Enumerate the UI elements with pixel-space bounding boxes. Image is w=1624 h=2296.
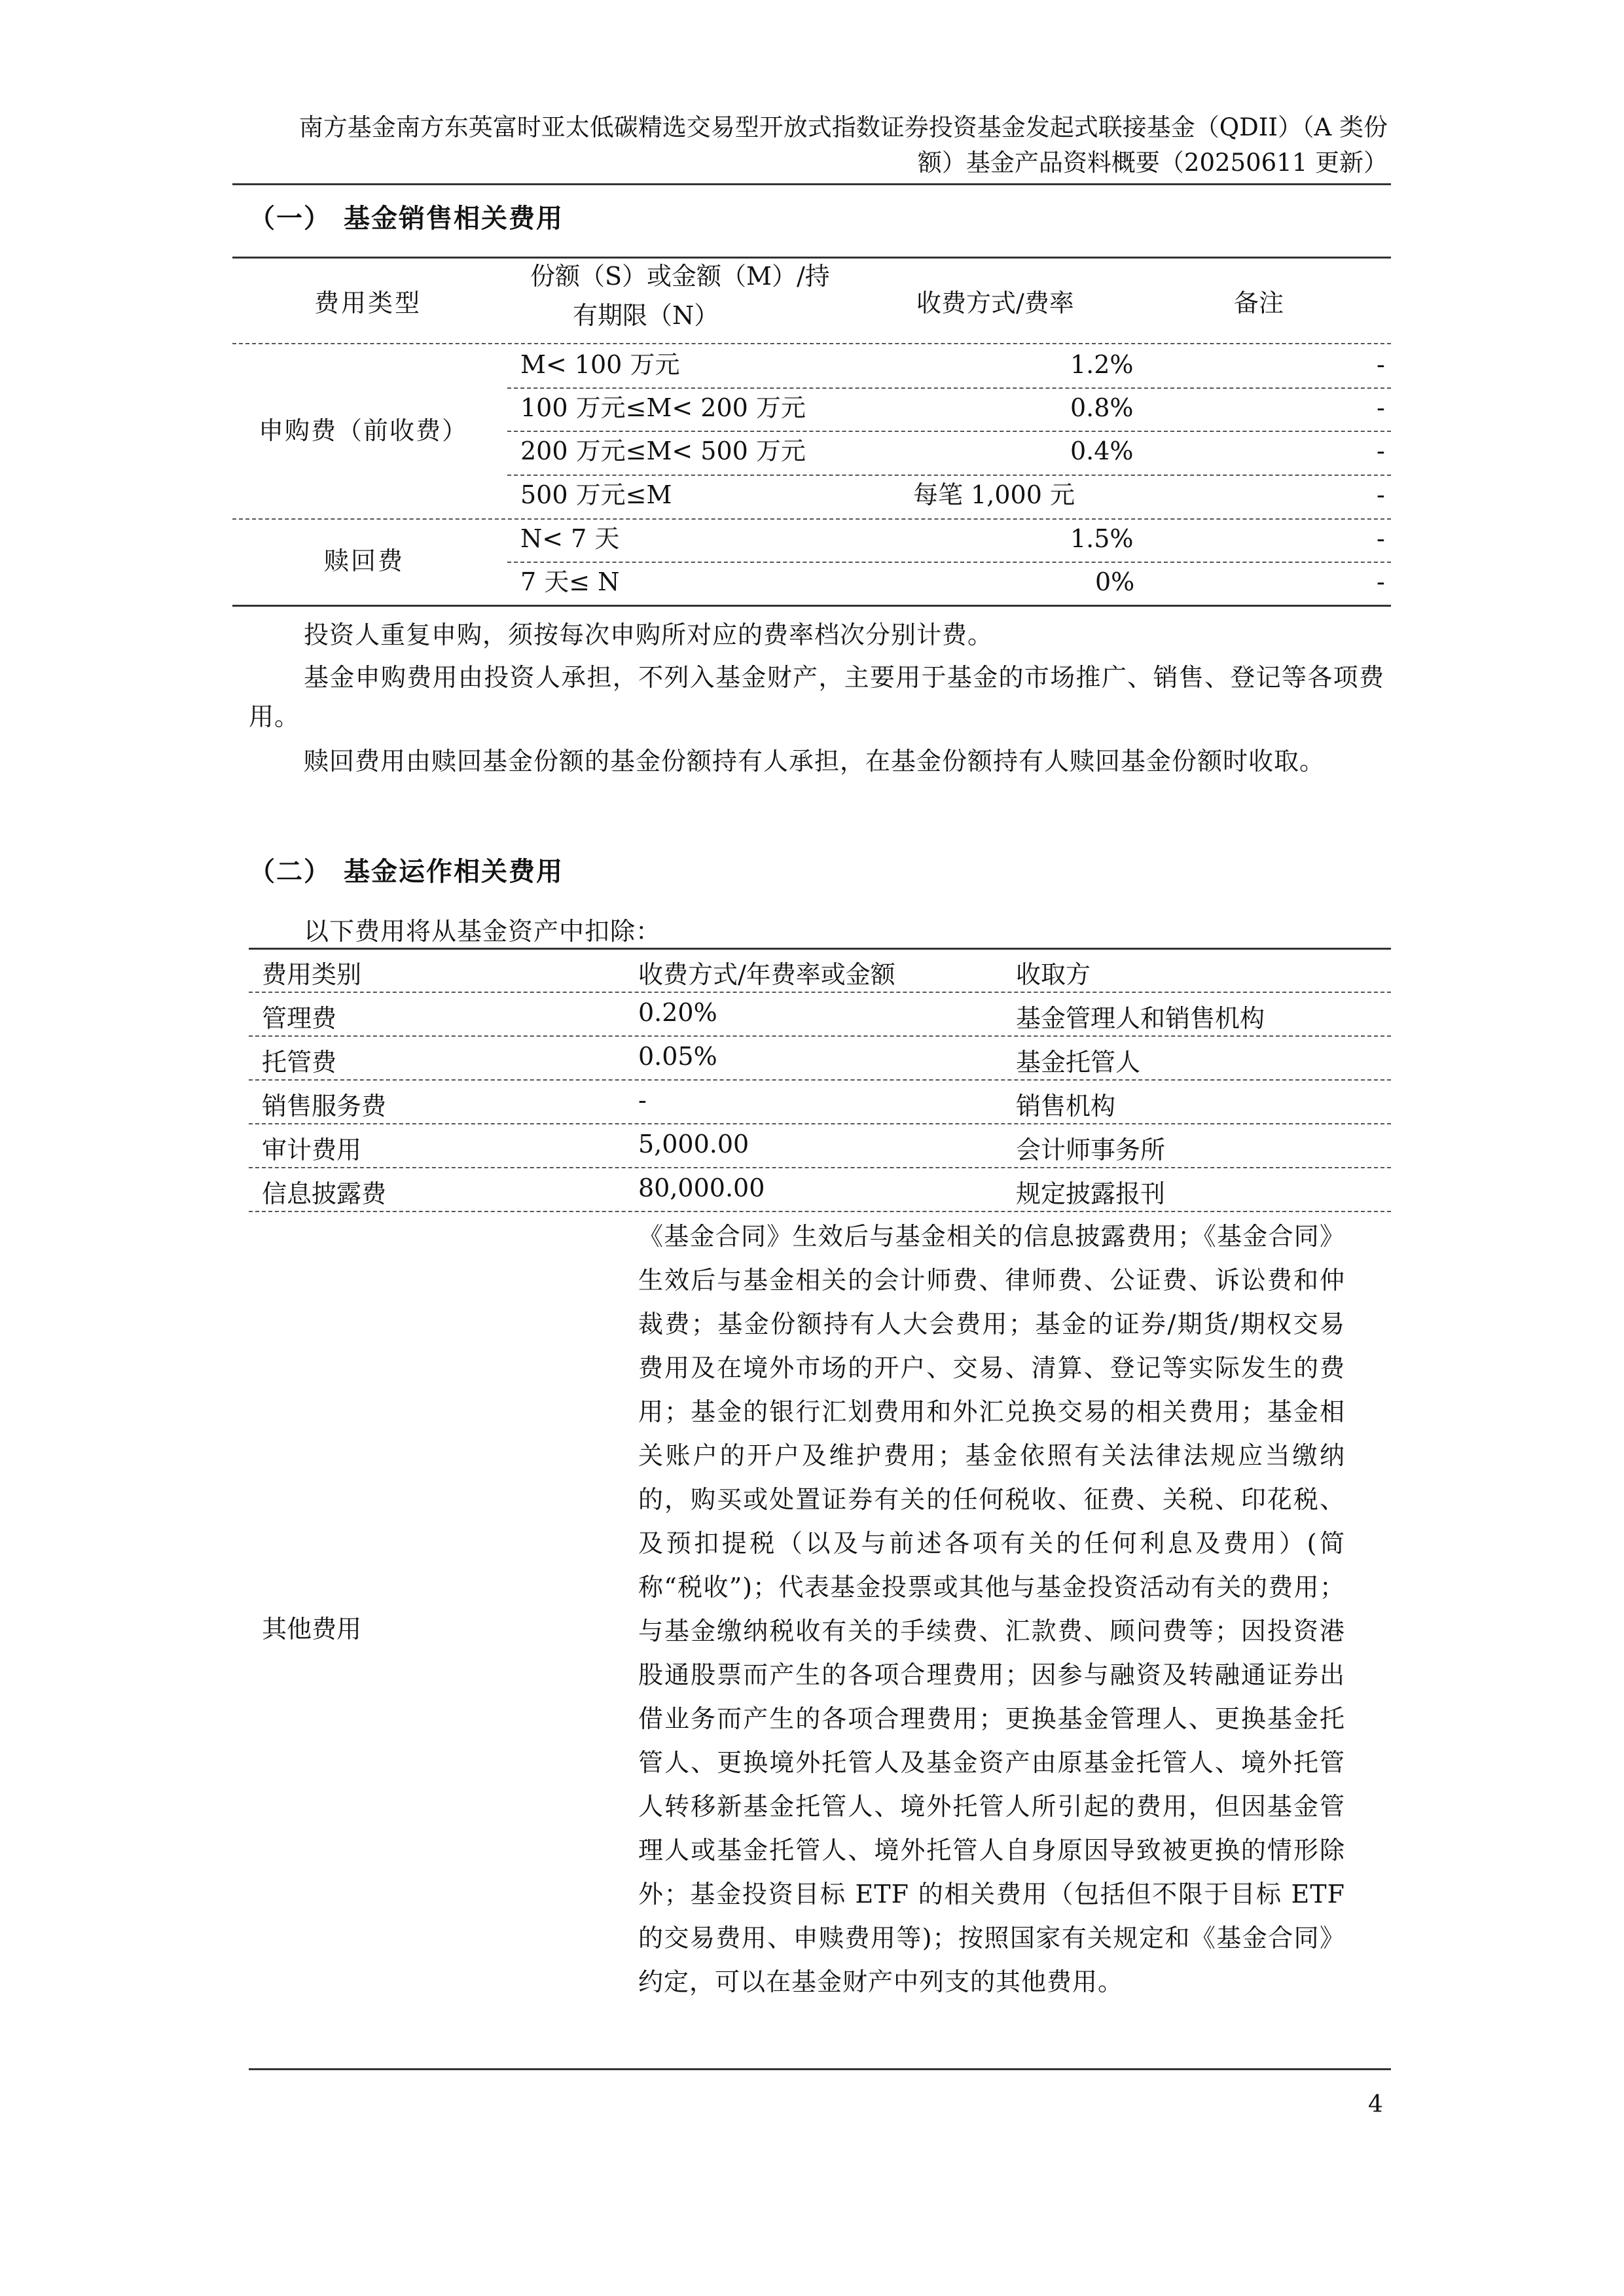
sub-rate-1: 1.2% (1070, 350, 1134, 379)
red-note-2: - (1377, 567, 1385, 596)
col-range-line-2: 有期限（N） (573, 301, 719, 330)
redemption-label: 赎回费 (324, 547, 405, 575)
paragraph-2: 基金申购费用由投资人承担，不列入基金财产，主要用于基金的市场推广、销售、登记等各项费用。 (249, 663, 1384, 731)
sub-range-3: 200 万元≤M< 500 万元 (520, 437, 806, 465)
row-3-payee: 销售机构 (1016, 1092, 1116, 1121)
row-2-type: 托管费 (262, 1048, 337, 1077)
row-other-type: 其他费用 (262, 1615, 362, 1643)
row-2-payee: 基金托管人 (1016, 1048, 1141, 1077)
section-1-number: （一） (249, 204, 331, 234)
paragraph-3: 赎回费用由赎回基金份额的基金份额持有人承担，在基金份额持有人赎回基金份额时收取。 (304, 747, 1326, 776)
sub-note-1: - (1377, 350, 1385, 379)
col-payee: 收取方 (1016, 960, 1091, 989)
paragraph-1: 投资人重复申购，须按每次申购所对应的费率档次分别计费。 (304, 620, 994, 649)
row-1-payee: 基金管理人和销售机构 (1016, 1004, 1265, 1033)
row-1-amount: 0.20% (638, 998, 717, 1027)
row-2-amount: 0.05% (638, 1042, 717, 1071)
col-range-line-1: 份额（S）或金额（M）/持 (530, 262, 830, 291)
section-2-number: （二） (249, 857, 331, 887)
row-3-amount: - (638, 1086, 647, 1115)
page-number: 4 (1368, 2091, 1383, 2118)
sub-range-1: M< 100 万元 (520, 350, 680, 379)
red-rate-2: 0% (1095, 567, 1135, 596)
row-5-payee: 规定披露报刊 (1016, 1179, 1166, 1208)
row-other-description: 《基金合同》生效后与基金相关的信息披露费用；《基金合同》生效后与基金相关的会计师费、律师费、公证费、诉讼费和仲裁费；基金份额持有人大会费用；基金的证券/期货/期权交易费用及在境外市场的开户、交易、清算、登记等实际发生的费用；基金的银行汇划费用和外汇兑换交易的相关费用；基金相关账户的开户及维护费用；基金依照有关法律法规应当缴纳的，购买或处置证券有关的任何税收、征费、关税、印花税、及预扣提税（以及与前述各项有关的任何利息及费用）(简称“税收”)；代表基金投票或其他与基金投资活动有关的费用；与基金缴纳税收有关的手续费、汇款费、顾问费等；因投资港股通股票而产生的各项合理费用；因参与融资及转融通证券出借业务而产生的各项合理费用；更换基金管理人、更换基金托管人、更换境外托管人及基金资产由原基金托管人、境外托管人转移新基金托管人、境外托管人所引起的费用，但因基金管理人或基金托管人、境外托管人自身原因导致被更换的情形除外；基金投资目标 ETF 的相关费用（包括但不限于目标 ETF 的交易费用、申赎费用等)；按照国家有关规定和《基金合同》约定，可以在基金财产中列支的其他费用。 (638, 1222, 1345, 1996)
sub-note-4: - (1377, 480, 1385, 509)
sub-range-2: 100 万元≤M< 200 万元 (520, 393, 806, 422)
col-fee-type: 费用类型 (314, 289, 422, 317)
section-1-heading: 基金销售相关费用 (344, 204, 564, 234)
red-rate-1: 1.5% (1070, 524, 1134, 553)
red-range-1: N< 7 天 (520, 524, 620, 553)
sub-rate-3: 0.4% (1070, 437, 1134, 465)
section-2-heading: 基金运作相关费用 (344, 857, 564, 887)
sub-note-3: - (1377, 437, 1385, 465)
section-2-intro: 以下费用将从基金资产中扣除： (304, 917, 662, 946)
col-amount: 收费方式/年费率或金额 (638, 960, 895, 989)
subscription-label: 申购费（前收费） (259, 416, 469, 445)
page-header (275, 110, 1388, 181)
col-rate: 收费方式/费率 (916, 289, 1074, 317)
red-note-1: - (1377, 524, 1385, 553)
sub-range-4: 500 万元≤M (520, 480, 672, 509)
col-category: 费用类别 (262, 960, 362, 989)
row-3-type: 销售服务费 (262, 1092, 387, 1121)
header-line-1: 南方基金南方东英富时亚太低碳精选交易型开放式指数证券投资基金发起式联接基金（QDII）（A 类份 (298, 113, 1388, 141)
row-5-type: 信息披露费 (262, 1179, 387, 1208)
sub-note-2: - (1377, 393, 1385, 422)
row-4-payee: 会计师事务所 (1016, 1136, 1166, 1164)
row-1-type: 管理费 (262, 1004, 337, 1033)
section-2-title (249, 851, 564, 888)
header-rule (232, 183, 1391, 185)
row-4-amount: 5,000.00 (638, 1130, 749, 1158)
row-5-amount: 80,000.00 (638, 1174, 765, 1202)
col-note: 备注 (1234, 289, 1284, 317)
sub-rate-4: 每笔 1,000 元 (913, 480, 1075, 509)
red-range-2: 7 天≤ N (520, 567, 620, 596)
row-4-type: 审计费用 (262, 1136, 362, 1164)
section-1-title (249, 198, 564, 235)
header-line-2: 额）基金产品资料概要（20250611 更新） (917, 149, 1388, 177)
sub-rate-2: 0.8% (1070, 393, 1134, 422)
